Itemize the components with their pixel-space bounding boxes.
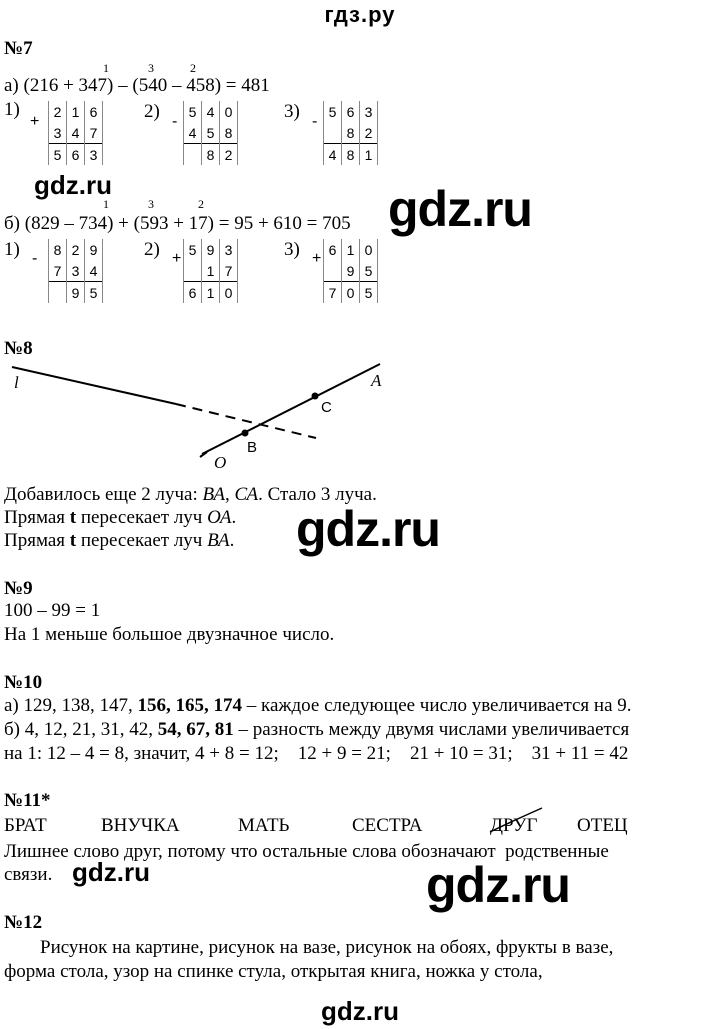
digit-cell: 4 [202,101,220,122]
task9-line-1: 100 – 99 = 1 [4,600,101,621]
task10-b-bold: 54, 67, 81 [157,719,234,740]
digit-cell: 0 [342,282,360,304]
digit-cell: 6 [85,101,103,122]
point-b [242,430,249,437]
digit-cell: 9 [85,239,103,260]
task8-title: №8 [4,338,33,359]
digit-cell: 1 [360,144,378,166]
digit-cell: 7 [85,122,103,144]
label-l: l [14,373,19,392]
column-row [324,122,378,144]
digit-cell: 5 [184,101,202,122]
rays-diagram [4,358,424,470]
column-row [324,144,378,166]
digit-cell: 5 [49,144,67,166]
digit-cell: 4 [67,122,85,144]
watermark-small-2: gdz.ru [72,857,150,887]
digit-cell: 2 [220,144,238,166]
word-sestra: СЕСТРА [352,815,423,836]
digit-cell: 5 [184,239,202,260]
digit-cell: 3 [360,101,378,122]
column-row [324,101,378,122]
digit-cell: 3 [220,239,238,260]
digit-cell: 6 [184,282,202,304]
digit-cell: 9 [202,239,220,260]
b-op-1: - [32,250,38,267]
digit-cell [184,144,202,166]
watermark-large-2: gdz.ru [296,501,440,557]
task9-line-2: На 1 меньше большое двузначное число. [4,624,335,645]
task9-title: №9 [4,578,33,599]
point-c [312,393,319,400]
task11-line-1: Лишнее слово друг, потому что остальные слова обозначают родственные [4,841,609,862]
digit-cell: 9 [67,282,85,304]
column-calc-a2 [183,101,238,165]
ray-oa [202,364,380,454]
digit-cell: 8 [202,144,220,166]
digit-cell: 5 [85,282,103,304]
column-row [324,260,378,282]
label-a: A [371,371,382,390]
a-mark-3: 3 [148,61,154,75]
digit-cell [324,122,342,144]
column-row [324,282,378,304]
column-row [184,239,238,260]
digit-cell: 0 [360,239,378,260]
digit-cell [49,282,67,304]
a-step-2-label: 2) [144,101,160,122]
column-row [184,122,238,144]
digit-cell: 1 [342,239,360,260]
footer-watermark: gdz.ru [321,996,399,1026]
digit-cell: 6 [342,101,360,122]
column-calc-b3 [323,239,378,303]
digit-cell: 5 [202,122,220,144]
column-row [49,101,103,122]
digit-cell: 1 [202,282,220,304]
digit-cell: 4 [324,144,342,166]
column-row [49,282,103,304]
watermark-large-1: gdz.ru [388,181,532,237]
digit-cell: 1 [202,260,220,282]
task8-line-1: Добавилось еще 2 луча: ВА, СА. Стало 3 луча. [4,484,377,505]
b-mark-3: 3 [148,197,154,211]
digit-cell: 8 [49,239,67,260]
digit-cell: 2 [67,239,85,260]
digit-cell: 3 [67,260,85,282]
task8-line-2: Прямая t пересекает луч ОА. [4,507,237,528]
column-calc-b1 [48,239,103,303]
column-row [184,260,238,282]
watermark-small-1: gdz.ru [34,170,112,200]
digit-cell: 7 [324,282,342,304]
column-row [324,239,378,260]
a-op-1: + [30,113,40,130]
digit-cell: 0 [220,101,238,122]
watermark-large-3: gdz.ru [426,857,570,913]
word-vnuchka: ВНУЧКА [101,815,180,836]
a-mark-2: 2 [190,61,196,75]
line-t-solid [12,367,176,404]
b-step-2-label: 2) [144,239,160,260]
site-header: гдз.ру [324,2,396,27]
column-calc-a1 [48,101,103,165]
digit-cell: 6 [324,239,342,260]
column-row [184,101,238,122]
digit-cell [184,260,202,282]
task10-b-plain: б) 4, 12, 21, 31, 42, [4,719,153,740]
task10-a-plain: а) 129, 138, 147, [4,695,133,716]
digit-cell: 3 [49,122,67,144]
column-row [184,144,238,166]
digit-cell: 7 [49,260,67,282]
digit-cell: 4 [184,122,202,144]
label-c: C [321,399,332,416]
strike-mark [486,806,546,836]
task11-title: №11* [4,790,51,811]
word-drug: ДРУГ [490,815,538,836]
b-step-3-label: 3) [284,239,300,260]
digit-cell: 7 [220,260,238,282]
b-mark-1: 1 [103,197,109,211]
task12-line-1: Рисунок на картине, рисунок на вазе, рисунок на обоях, фрукты в вазе, [40,937,614,958]
b-step-1-label: 1) [4,239,20,260]
digit-cell: 8 [342,144,360,166]
digit-cell: 2 [360,122,378,144]
label-o: O [214,453,227,470]
column-calc-b2 [183,239,238,303]
word-brat: БРАТ [4,815,47,836]
task12-title: №12 [4,912,43,933]
task10-line-b [4,719,629,741]
b-mark-2: 2 [198,197,204,211]
digit-cell: 5 [324,101,342,122]
word-mat: МАТЬ [238,815,290,836]
task12-line-2: форма стола, узор на спинке стула, открытая книга, ножка у стола, [4,961,543,982]
digit-cell: 4 [85,260,103,282]
task11-line-2: связи. [4,864,53,885]
digit-cell: 5 [360,282,378,304]
label-b: B [247,439,258,456]
task7-title: №7 [4,38,33,59]
word-otec: ОТЕЦ [577,815,628,836]
column-row [49,144,103,166]
digit-cell: 8 [342,122,360,144]
digit-cell: 2 [49,101,67,122]
task10-line-b2: на 1: 12 – 4 = 8, значит, 4 + 8 = 12; 12 + 9 = 21; 21 + 10 = 31; 31 + 11 = 42 [4,743,629,764]
digit-cell: 3 [85,144,103,166]
digit-cell: 6 [67,144,85,166]
task7-a-expression: а) (216 + 347) – (540 – 458) = 481 [4,75,270,96]
digit-cell [324,260,342,282]
task10-line-a [4,695,632,717]
column-calc-a3 [323,101,378,165]
task7-b-expression: б) (829 – 734) + (593 + 17) = 95 + 610 = 705 [4,213,351,234]
task10-a-tail: – каждое следующее число увеличивается на 9. [246,695,632,716]
digit-cell: 5 [360,260,378,282]
column-row [49,260,103,282]
task10-a-bold: 156, 165, 174 [137,695,243,716]
a-op-2: - [172,113,178,130]
a-step-1-label: 1) [4,99,20,120]
a-step-3-label: 3) [284,101,300,122]
b-op-2: + [172,250,182,267]
a-mark-1: 1 [103,61,109,75]
task10-title: №10 [4,672,43,693]
digit-cell: 1 [67,101,85,122]
column-row [49,239,103,260]
digit-cell: 0 [220,282,238,304]
digit-cell: 9 [342,260,360,282]
digit-cell: 8 [220,122,238,144]
task10-b-tail: – разность между двумя числами увеличивается [238,719,630,740]
b-op-3: + [312,250,322,267]
column-row [49,122,103,144]
column-row [184,282,238,304]
task8-line-3: Прямая t пересекает луч ВА. [4,530,235,551]
a-op-3: - [312,113,318,130]
